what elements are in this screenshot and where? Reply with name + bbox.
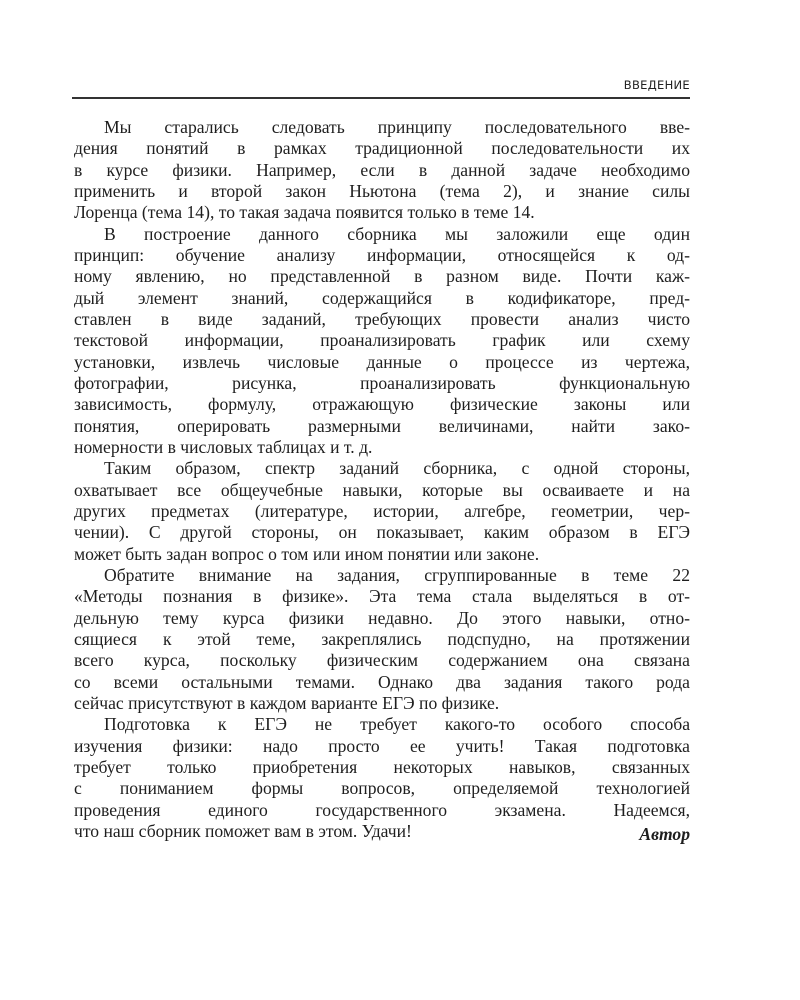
text-line: сящиеся к этой теме, закреплялись подспудно, на протяжении xyxy=(74,628,690,649)
text-line: что наш сборник поможет вам в этом. Удачи! xyxy=(74,820,412,841)
text-line: с пониманием формы вопросов, определяемой технологией xyxy=(74,778,690,799)
text-line: Мы старались следовать принципу последовательного вве- xyxy=(104,117,690,137)
text-line: Таким образом, спектр заданий сборника, с одной стороны, xyxy=(104,458,690,479)
text-line: сейчас присутствуют в каждом варианте ЕГЭ по физике. xyxy=(74,692,500,713)
paragraph xyxy=(74,224,690,459)
text-line: требует только приобретения некоторых навыков, связанных xyxy=(74,756,690,777)
text-line: дельную тему курса физики недавно. До этого навыки, отно- xyxy=(74,607,690,628)
text-line: может быть задан вопрос о том или ином понятии или законе. xyxy=(74,543,540,564)
text-line: всего курса, поскольку физическим содержанием она связана xyxy=(74,650,690,671)
text-line: ставлен в виде заданий, требующих провести анализ чисто xyxy=(74,308,690,329)
text-line: текстовой информации, проанализировать график или схему xyxy=(74,330,690,351)
text-line: В построение данного сборника мы заложили еще один xyxy=(104,223,690,244)
paragraph xyxy=(74,117,690,224)
text-line: «Методы познания в физике». Эта тема стала выделяться в от- xyxy=(74,586,690,607)
body-text xyxy=(74,117,690,842)
text-line: номерности в числовых таблицах и т. д. xyxy=(74,436,373,457)
running-head: ВВЕДЕНИЕ xyxy=(623,78,690,92)
author-signature: Автор xyxy=(639,824,690,844)
text-line: применить и второй закон Ньютона (тема 2), и знание силы xyxy=(74,180,690,201)
text-line: понятия, оперировать размерными величинами, найти зако- xyxy=(74,415,690,436)
text-line: зависимость, формулу, отражающую физические законы или xyxy=(74,394,690,415)
text-line: других предметах (литературе, истории, алгебре, геометрии, чер- xyxy=(74,500,690,521)
text-line: ному явлению, но представленной в разном виде. Почти каж- xyxy=(74,266,690,287)
text-line: фотографии, рисунка, проанализировать функциональную xyxy=(74,372,690,393)
text-line: проведения единого государственного экзамена. Надеемся, xyxy=(74,799,690,820)
text-line: Подготовка к ЕГЭ не требует какого-то особого способа xyxy=(104,714,690,735)
paragraph xyxy=(74,565,690,714)
header-rule xyxy=(72,97,690,99)
paragraph xyxy=(74,714,690,842)
text-line: изучения физики: надо просто ее учить! Такая подготовка xyxy=(74,735,690,756)
text-line: дый элемент знаний, содержащийся в кодификаторе, пред- xyxy=(74,287,690,308)
text-line: установки, извлечь числовые данные о процессе из чертежа, xyxy=(74,351,690,372)
text-line: дения понятий в рамках традиционной последовательности их xyxy=(74,138,690,159)
paragraph xyxy=(74,458,690,565)
text-line: со всеми остальными темами. Однако два задания такого рода xyxy=(74,671,690,692)
text-line: чении). С другой стороны, он показывает, каким образом в ЕГЭ xyxy=(74,522,690,543)
text-line: Лоренца (тема 14), то такая задача появится только в теме 14. xyxy=(74,202,535,223)
text-line: в курсе физики. Например, если в данной задаче необходимо xyxy=(74,159,690,180)
text-line: Обратите внимание на задания, сгруппированные в теме 22 xyxy=(104,564,690,585)
text-line: принцип: обучение анализу информации, относящейся к од- xyxy=(74,244,690,265)
text-line: охватывает все общеучебные навыки, которые вы осваиваете и на xyxy=(74,479,690,500)
